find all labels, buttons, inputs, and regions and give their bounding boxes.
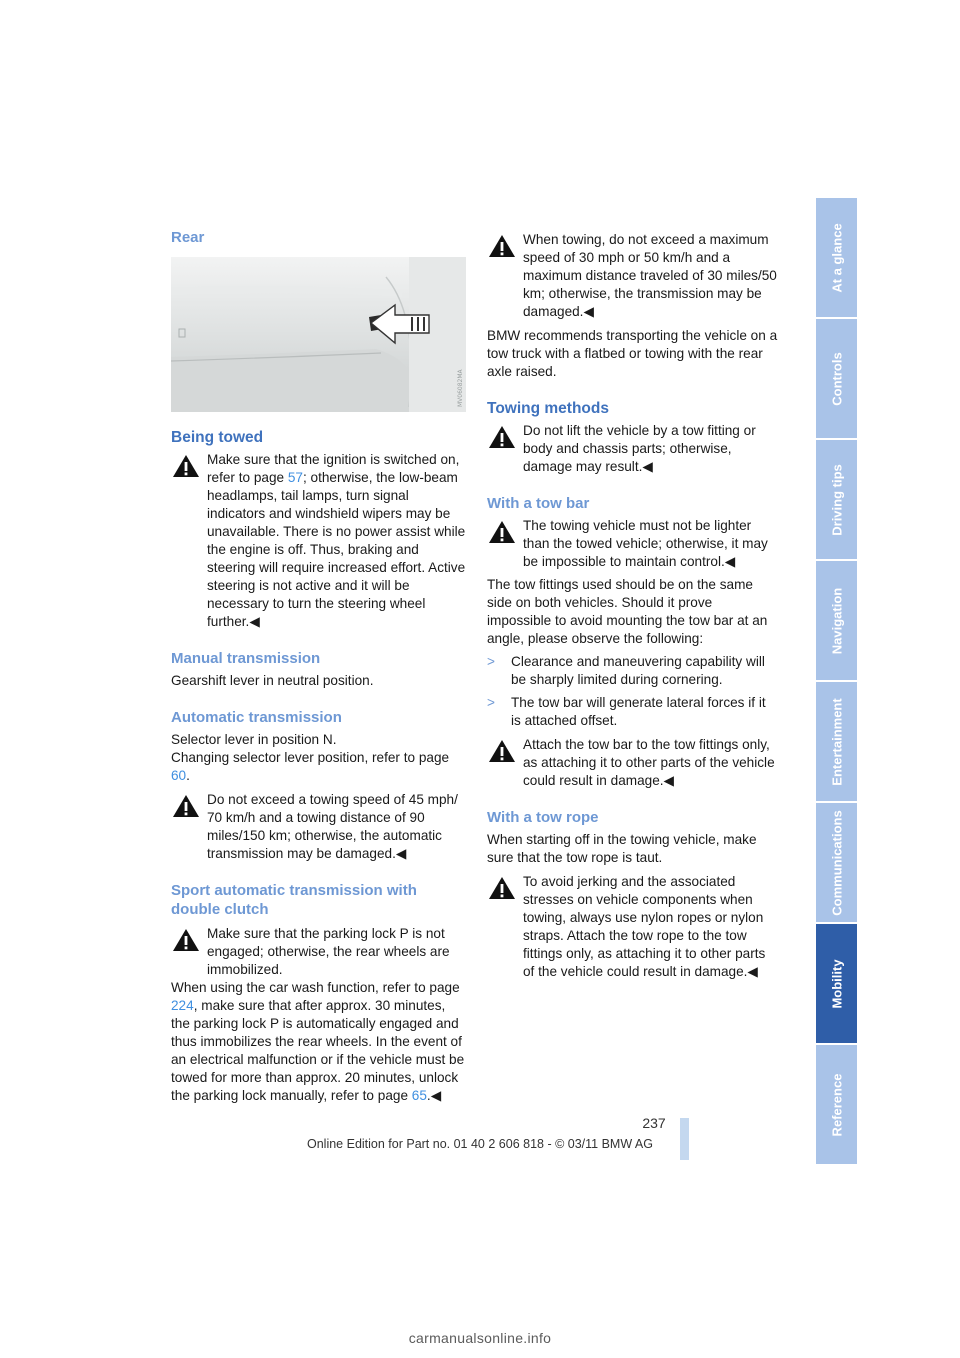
warning-triangle-icon [487, 232, 517, 260]
warning-triangle-icon [487, 737, 517, 765]
bmw-recommendation-text: BMW recommends transporting the vehicle on a tow truck with a flatbed or towing with the rear axle raised. [487, 328, 778, 379]
left-column [171, 228, 466, 1105]
tab-label: Mobility [829, 958, 844, 1009]
heading-being-towed: Being towed [171, 429, 264, 446]
warning-triangle-icon [487, 874, 517, 902]
warning-triangle-icon [487, 423, 517, 451]
svg-text:MV06082MA: MV06082MA [457, 369, 464, 407]
warning-text-part: When using the car wash function, refer to page [171, 980, 460, 995]
tab-controls[interactable] [816, 319, 857, 438]
automatic-text-end: . [186, 768, 190, 783]
warning-text-part: Make sure that the ignition is switched on, refer to page [207, 452, 460, 485]
tab-at-a-glance[interactable] [816, 198, 857, 317]
footer-edition: Online Edition for Part no. 01 40 2 606 818 - © 03/11 BMW AG [307, 1137, 653, 1151]
tab-entertainment[interactable] [816, 682, 857, 801]
warning-being-towed [171, 451, 466, 631]
list-item [487, 653, 779, 689]
page-ref-65[interactable]: 65 [411, 1088, 427, 1103]
warning-triangle-icon [487, 518, 517, 546]
warning-triangle-icon [171, 452, 201, 480]
warning-towing-speed [171, 791, 466, 863]
chapter-sidebar [816, 198, 857, 1166]
automatic-text-2 [171, 749, 466, 785]
automatic-text-1: Selector lever in position N. [171, 732, 337, 747]
warning-towing-vehicle-text: The towing vehicle must not be lighter than the towed vehicle; otherwise, it may be impossible to maintain control.◀ [523, 518, 768, 569]
heading-automatic-transmission: Automatic transmission [171, 709, 342, 726]
tab-communications[interactable] [816, 803, 857, 922]
warning-triangle-icon [171, 792, 201, 820]
warning-tow-fitting [487, 422, 779, 476]
tab-label: Navigation [829, 587, 844, 654]
warning-max-speed [487, 231, 779, 321]
heading-with-tow-bar: With a tow bar [487, 495, 590, 512]
page-number: 237 [642, 1115, 666, 1131]
tab-label: Driving tips [829, 463, 844, 536]
warning-text-part: ; otherwise, the low-beam headlamps, tail lamps, turn signal indicators and windshield wipers may be unavailable. There is no power assist while the engine is off. Thus, braking and steering will require increased effort. Active steering is not active and it will be necessary to turn the steering wheel further.◀ [207, 470, 466, 629]
warning-text-end: .◀ [426, 1088, 442, 1103]
tab-label: Entertainment [829, 697, 844, 786]
warning-text-part: , make sure that after approx. 30 minutes, the parking lock P is automatically engaged and thus immobilizes the rear wheels. In the event of an electrical malfunction or if the vehicle must be towed for more than approx. 20 minutes, unlock the parking lock manually, refer to page [171, 998, 465, 1103]
bullet-marker: > [487, 654, 495, 669]
warning-triangle-icon [171, 926, 201, 954]
tow-rope-text: When starting off in the towing vehicle, make sure that the tow rope is taut. [487, 832, 757, 865]
tab-label: At a glance [829, 222, 844, 293]
tab-driving-tips[interactable] [816, 440, 857, 559]
warning-nylon-ropes-text: To avoid jerking and the associated stresses on vehicle components when towing, always use nylon ropes or nylon straps. Attach the tow rope to the tow fittings only, as attaching it to other parts of the vehicle could result in damage.◀ [523, 874, 766, 979]
rear-bumper-illustration [171, 257, 466, 412]
warning-attach-tow-bar-text: Attach the tow bar to the tow fittings only, as attaching it to other parts of the vehicle could result in damage.◀ [523, 737, 775, 788]
heading-manual-transmission: Manual transmission [171, 650, 321, 667]
page-ref-60[interactable]: 60 [171, 768, 187, 783]
tab-label: Communications [829, 809, 844, 916]
rear-bumper-figure [171, 257, 466, 412]
heading-rear: Rear [171, 229, 205, 246]
tab-mobility[interactable] [816, 924, 857, 1043]
tow-fittings-text: The tow fittings used should be on the same side on both vehicles. Should it prove impossible to avoid mounting the tow bar at an angle, please observe the following: [487, 577, 768, 646]
warning-parking-lock-continued [171, 979, 466, 1105]
right-column [487, 228, 779, 981]
warning-being-towed-text [207, 452, 465, 629]
bullet-text: Clearance and maneuvering capability will be sharply limited during cornering. [511, 654, 765, 687]
manual-transmission-text: Gearshift lever in neutral position. [171, 673, 374, 688]
warning-towing-speed-text: Do not exceed a towing speed of 45 mph/ 70 km/h and a towing distance of 90 miles/150 km; otherwise, the automatic transmission may be damaged.◀ [207, 792, 458, 861]
page-ref-224[interactable]: 224 [171, 998, 194, 1013]
warning-parking-lock [171, 925, 466, 979]
tab-label: Reference [829, 1073, 844, 1136]
warning-towing-vehicle [487, 517, 779, 571]
tab-label: Controls [829, 351, 844, 406]
bullet-marker: > [487, 695, 495, 710]
tab-navigation[interactable] [816, 561, 857, 680]
warning-nylon-ropes [487, 873, 779, 981]
list-item [487, 694, 779, 730]
warning-parking-lock-text-a: Make sure that the parking lock P is not engaged; otherwise, the rear wheels are immobilized. [207, 926, 450, 977]
heading-towing-methods: Towing methods [487, 400, 609, 417]
warning-max-speed-text: When towing, do not exceed a maximum speed of 30 mph or 50 km/h and a maximum distance traveled of 30 miles/50 km; otherwise, the transmission may be damaged.◀ [523, 232, 777, 319]
heading-with-tow-rope: With a tow rope [487, 809, 599, 826]
warning-attach-tow-bar [487, 736, 779, 790]
watermark: carmanualsonline.info [408, 1330, 552, 1346]
warning-tow-fitting-text: Do not lift the vehicle by a tow fitting or body and chassis parts; otherwise, damage may result.◀ [523, 423, 756, 474]
page-ref-57[interactable]: 57 [287, 470, 303, 485]
heading-sport-automatic: Sport automatic transmission with double clutch [171, 882, 417, 918]
automatic-text-part: Changing selector lever position, refer to page [171, 750, 450, 765]
bullet-text: The tow bar will generate lateral forces if it is attached offset. [511, 695, 766, 728]
